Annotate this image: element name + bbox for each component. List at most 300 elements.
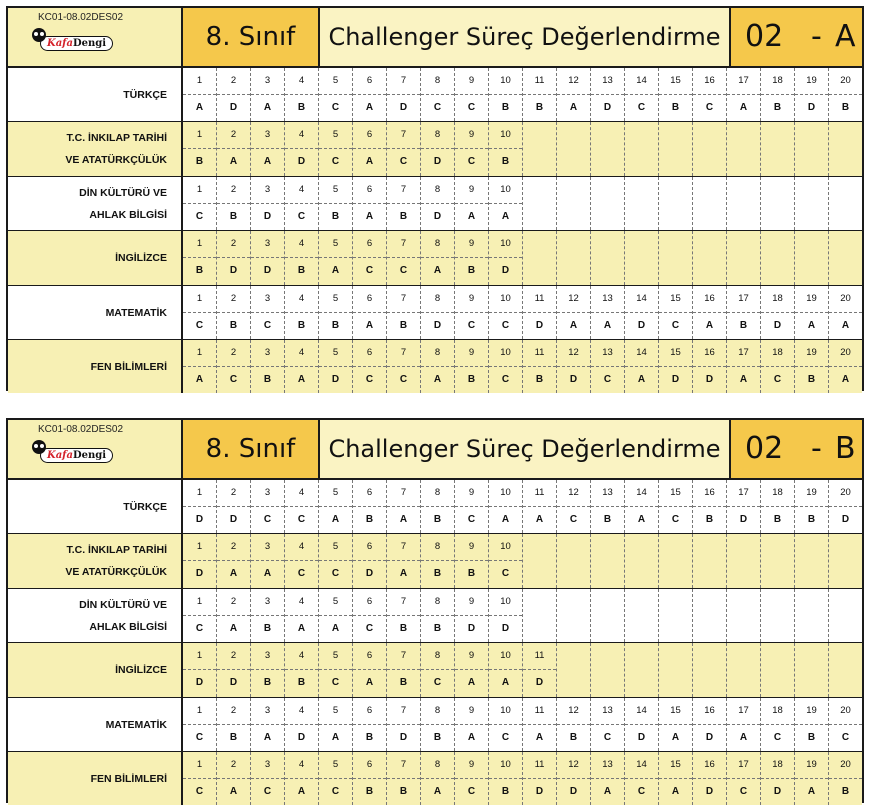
answer-letter: C	[263, 320, 272, 331]
answer-cell	[353, 480, 387, 533]
answer-cell	[693, 752, 727, 805]
answer-cell	[727, 340, 761, 393]
answer-letter: C	[195, 320, 204, 331]
answer-letter: C	[637, 102, 646, 113]
answer-cell	[829, 643, 862, 697]
answer-letter: A	[399, 568, 408, 579]
answer-letter: B	[365, 732, 374, 743]
answer-letter: B	[739, 320, 748, 331]
answer-cell	[217, 480, 251, 533]
question-number: 20	[829, 68, 862, 95]
question-number: 6	[353, 480, 386, 507]
answer-letter: A	[229, 568, 238, 579]
answer-cell	[489, 480, 523, 533]
answer-letter: A	[807, 320, 816, 331]
answer-cell	[353, 177, 387, 230]
question-number: 5	[319, 286, 352, 313]
question-number: 13	[591, 752, 624, 779]
subject-row	[8, 177, 862, 231]
answer-letter: B	[671, 102, 680, 113]
answer-letter: C	[501, 320, 510, 331]
answer-letter: A	[739, 374, 748, 385]
answer-letter: C	[705, 102, 714, 113]
question-number: 1	[183, 752, 216, 779]
question-number: 7	[387, 177, 420, 204]
question-number: 16	[693, 286, 726, 313]
answer-cell	[591, 643, 625, 697]
answer-cell	[387, 534, 421, 588]
answer-letter: C	[331, 156, 340, 167]
answer-cell	[217, 752, 251, 805]
answer-cell	[353, 68, 387, 121]
question-number: 15	[659, 286, 692, 313]
question-number: 3	[251, 698, 284, 725]
question-number: 1	[183, 643, 216, 670]
answer-letter: B	[399, 211, 408, 222]
question-number: 9	[455, 589, 488, 616]
answer-cells	[183, 643, 862, 697]
answer-letter: D	[501, 265, 510, 276]
question-number: 20	[829, 340, 862, 367]
question-number: 3	[251, 643, 284, 670]
answer-cell	[591, 122, 625, 176]
subject-row	[8, 698, 862, 752]
answer-cell	[183, 643, 217, 697]
answer-cell	[727, 643, 761, 697]
answer-cell	[523, 231, 557, 285]
booklet-version	[731, 8, 862, 66]
question-number: 15	[659, 480, 692, 507]
answer-cell	[455, 340, 489, 393]
mascot-icon	[32, 440, 46, 454]
answer-cell	[795, 589, 829, 642]
answer-letter: A	[263, 102, 272, 113]
answer-cell	[285, 752, 319, 805]
answer-cell	[523, 122, 557, 176]
answer-cell	[319, 698, 353, 751]
answer-cell	[183, 177, 217, 230]
answer-cells	[183, 286, 862, 339]
answer-cell	[693, 480, 727, 533]
question-number: 13	[591, 340, 624, 367]
answer-letter: C	[637, 786, 646, 797]
answer-cell	[829, 68, 862, 121]
answer-cell	[795, 286, 829, 339]
answer-letter: C	[365, 623, 374, 634]
question-number: 15	[659, 340, 692, 367]
question-number: 15	[659, 752, 692, 779]
answer-cell	[727, 122, 761, 176]
question-number: 1	[183, 286, 216, 313]
answer-cell	[523, 698, 557, 751]
answer-cell	[523, 68, 557, 121]
answer-cell	[591, 752, 625, 805]
answer-cell	[557, 68, 591, 121]
answer-letter: C	[229, 374, 238, 385]
answer-cell	[591, 340, 625, 393]
question-number: 6	[353, 286, 386, 313]
question-number: 6	[353, 752, 386, 779]
question-number: 8	[421, 534, 454, 561]
answer-cell	[183, 68, 217, 121]
answer-cell	[285, 698, 319, 751]
answer-cell	[523, 752, 557, 805]
answer-cell	[319, 340, 353, 393]
question-number: 19	[795, 340, 828, 367]
answer-letter: D	[705, 374, 714, 385]
subject-row	[8, 340, 862, 393]
answer-cell	[421, 752, 455, 805]
answer-cell	[659, 177, 693, 230]
question-number: 7	[387, 286, 420, 313]
answer-cell	[557, 122, 591, 176]
question-number: 4	[285, 177, 318, 204]
answer-letter: B	[501, 786, 510, 797]
answer-letter: C	[399, 156, 408, 167]
answer-letter: C	[399, 265, 408, 276]
answer-letter: D	[773, 320, 782, 331]
answer-cells	[183, 231, 862, 285]
subject-label-line: DİN KÜLTÜRÜ VE	[79, 598, 167, 611]
answer-letter: C	[195, 732, 204, 743]
question-number: 2	[217, 122, 250, 149]
subject-label-line: İNGİLİZCE	[115, 664, 167, 676]
question-number: 19	[795, 698, 828, 725]
question-number: 2	[217, 589, 250, 616]
question-number: 2	[217, 231, 250, 258]
answer-cell	[319, 231, 353, 285]
question-number: 14	[625, 340, 658, 367]
answer-letter: D	[263, 265, 272, 276]
answer-letter: D	[739, 514, 748, 525]
version-dash: -	[811, 431, 822, 466]
sheet-header	[8, 420, 862, 480]
answer-cell	[353, 286, 387, 339]
question-number: 10	[489, 643, 522, 670]
subject-label	[8, 340, 183, 393]
question-number: 3	[251, 752, 284, 779]
answer-cell	[421, 698, 455, 751]
answer-cell	[421, 534, 455, 588]
question-number: 1	[183, 589, 216, 616]
subject-label-line: FEN BİLİMLERİ	[90, 360, 167, 373]
answer-cell	[455, 534, 489, 588]
answer-letter: D	[433, 320, 442, 331]
answer-letter: A	[501, 677, 510, 688]
logo-wordmark	[40, 36, 113, 51]
subject-label	[8, 480, 183, 533]
question-number: 5	[319, 643, 352, 670]
answer-cells	[183, 177, 862, 230]
answer-cell	[489, 68, 523, 121]
answer-letter: C	[365, 265, 374, 276]
answer-cell	[761, 340, 795, 393]
answer-letter: C	[467, 320, 476, 331]
question-number: 9	[455, 177, 488, 204]
question-number: 7	[387, 698, 420, 725]
answer-cell	[387, 589, 421, 642]
answer-cell	[455, 231, 489, 285]
answer-cells	[183, 340, 862, 393]
answer-cell	[591, 480, 625, 533]
answer-cell	[387, 480, 421, 533]
answer-cell	[251, 643, 285, 697]
answer-cell	[727, 286, 761, 339]
answer-cell	[557, 752, 591, 805]
answer-letter: D	[297, 732, 306, 743]
mascot-icon	[32, 28, 46, 42]
answer-cell	[251, 122, 285, 176]
answer-letter: A	[501, 211, 510, 222]
answer-cell	[285, 534, 319, 588]
subject-label-line: MATEMATİK	[105, 718, 167, 731]
answer-letter: B	[399, 677, 408, 688]
answer-letter: A	[739, 732, 748, 743]
answer-letter: A	[501, 514, 510, 525]
answer-letter: D	[637, 732, 646, 743]
answer-cell	[285, 122, 319, 176]
question-number: 13	[591, 286, 624, 313]
answer-letter: B	[841, 102, 850, 113]
answer-letter: D	[671, 374, 680, 385]
answer-letter: B	[195, 156, 204, 167]
answer-cell	[727, 698, 761, 751]
answer-cell	[795, 643, 829, 697]
question-number: 9	[455, 534, 488, 561]
answer-cell	[489, 340, 523, 393]
question-number: 14	[625, 752, 658, 779]
answer-cell	[353, 340, 387, 393]
answer-letter: D	[535, 786, 544, 797]
question-number: 15	[659, 68, 692, 95]
question-number: 9	[455, 480, 488, 507]
answer-cell	[421, 68, 455, 121]
answer-cell	[455, 698, 489, 751]
subject-label-line: VE ATATÜRKÇÜLÜK	[65, 154, 167, 166]
question-number: 3	[251, 286, 284, 313]
answer-cell	[217, 643, 251, 697]
answer-letter: B	[263, 623, 272, 634]
answer-cell	[761, 286, 795, 339]
answer-letter: B	[399, 623, 408, 634]
question-number: 14	[625, 698, 658, 725]
answer-cell	[693, 589, 727, 642]
answer-cell	[727, 534, 761, 588]
subject-label-line: MATEMATİK	[105, 306, 167, 319]
answer-cell	[523, 177, 557, 230]
answer-cell	[421, 643, 455, 697]
answer-cell	[455, 122, 489, 176]
answer-cell	[285, 589, 319, 642]
answer-cell	[489, 122, 523, 176]
question-number: 3	[251, 340, 284, 367]
answer-cell	[285, 340, 319, 393]
answer-cell	[659, 122, 693, 176]
question-number: 5	[319, 122, 352, 149]
answer-cell	[251, 534, 285, 588]
question-number: 11	[523, 68, 556, 95]
answer-cell	[829, 480, 862, 533]
answer-letter: C	[501, 568, 510, 579]
answer-cell	[455, 752, 489, 805]
answer-cell	[319, 589, 353, 642]
answer-letter: C	[263, 514, 272, 525]
answer-letter: A	[671, 732, 680, 743]
answer-cell	[829, 231, 862, 285]
answer-letter: B	[331, 211, 340, 222]
subject-label	[8, 286, 183, 339]
answer-cell	[795, 698, 829, 751]
question-number: 7	[387, 231, 420, 258]
question-number: 2	[217, 68, 250, 95]
question-number: 7	[387, 643, 420, 670]
logo-kafa: Kafa	[47, 450, 73, 461]
answer-cell	[217, 286, 251, 339]
question-number: 4	[285, 340, 318, 367]
question-number: 1	[183, 122, 216, 149]
subject-label-line: FEN BİLİMLERİ	[90, 772, 167, 785]
answer-cell	[625, 68, 659, 121]
answer-cell	[217, 177, 251, 230]
answer-cell	[285, 286, 319, 339]
question-number: 9	[455, 643, 488, 670]
answer-letter: A	[263, 568, 272, 579]
answer-cell	[353, 589, 387, 642]
answer-letter: D	[841, 514, 850, 525]
answer-cell	[251, 589, 285, 642]
answer-cell	[625, 589, 659, 642]
answer-letter: B	[263, 374, 272, 385]
answer-cell	[659, 286, 693, 339]
answer-cell	[421, 286, 455, 339]
answer-letter: A	[603, 320, 612, 331]
question-number: 17	[727, 340, 760, 367]
question-number: 7	[387, 122, 420, 149]
question-number: 18	[761, 340, 794, 367]
answer-letter: A	[637, 374, 646, 385]
answer-cell	[591, 177, 625, 230]
answer-letter: A	[841, 320, 850, 331]
question-number: 12	[557, 340, 590, 367]
question-number: 8	[421, 752, 454, 779]
answer-letter: A	[399, 514, 408, 525]
answer-letter: D	[229, 102, 238, 113]
answer-cell	[421, 177, 455, 230]
question-number: 8	[421, 122, 454, 149]
answer-letter: A	[365, 211, 374, 222]
answer-cell	[557, 589, 591, 642]
answer-letter: B	[773, 102, 782, 113]
answer-cell	[251, 177, 285, 230]
question-number: 11	[523, 286, 556, 313]
answer-letter: C	[195, 623, 204, 634]
answer-cell	[455, 643, 489, 697]
question-number: 6	[353, 589, 386, 616]
answer-letter: D	[535, 320, 544, 331]
answer-cell	[421, 231, 455, 285]
answer-cell	[693, 177, 727, 230]
question-number: 9	[455, 122, 488, 149]
answer-letter: D	[195, 677, 204, 688]
question-number: 10	[489, 231, 522, 258]
subject-label-line: TÜRKÇE	[123, 88, 167, 101]
answer-letter: B	[467, 374, 476, 385]
answer-cell	[625, 340, 659, 393]
answer-cell	[387, 340, 421, 393]
answer-cell	[251, 698, 285, 751]
question-number: 13	[591, 68, 624, 95]
question-number: 17	[727, 698, 760, 725]
question-number: 14	[625, 286, 658, 313]
question-number: 12	[557, 698, 590, 725]
answer-cell	[829, 340, 862, 393]
subject-label-line: T.C. İNKILAP TARİHİ	[66, 544, 167, 556]
subject-row	[8, 122, 862, 177]
question-number: 1	[183, 534, 216, 561]
answer-letter: C	[297, 568, 306, 579]
question-number: 3	[251, 480, 284, 507]
answer-cell	[795, 68, 829, 121]
answer-letter: B	[773, 514, 782, 525]
answer-cell	[455, 68, 489, 121]
answer-cell	[795, 534, 829, 588]
answer-cell	[489, 231, 523, 285]
question-number: 4	[285, 752, 318, 779]
answer-letter: D	[705, 786, 714, 797]
answer-cells	[183, 534, 862, 588]
answer-cell	[285, 231, 319, 285]
answer-letter: D	[501, 623, 510, 634]
answer-letter: D	[569, 786, 578, 797]
answer-cell	[251, 286, 285, 339]
question-number: 6	[353, 643, 386, 670]
answer-cell	[285, 480, 319, 533]
document-code: KC01-08.02DES02	[38, 12, 124, 23]
answer-cell	[489, 698, 523, 751]
question-number: 5	[319, 231, 352, 258]
question-number: 5	[319, 589, 352, 616]
answer-cell	[829, 534, 862, 588]
answer-cell	[659, 340, 693, 393]
answer-letter: A	[331, 514, 340, 525]
answer-cell	[523, 643, 557, 697]
question-number: 4	[285, 534, 318, 561]
question-number: 5	[319, 68, 352, 95]
answer-letter: B	[433, 514, 442, 525]
question-number: 10	[489, 698, 522, 725]
answer-letter: B	[705, 514, 714, 525]
subject-label	[8, 698, 183, 751]
answer-cell	[557, 698, 591, 751]
answer-cell	[455, 480, 489, 533]
question-number: 1	[183, 340, 216, 367]
subject-label-line: TÜRKÇE	[123, 500, 167, 513]
question-number: 10	[489, 340, 522, 367]
subject-row	[8, 589, 862, 643]
answer-cell	[693, 643, 727, 697]
answer-cell	[319, 534, 353, 588]
answer-letter: A	[467, 211, 476, 222]
answer-letter: B	[535, 102, 544, 113]
subject-label	[8, 752, 183, 805]
answer-cells	[183, 698, 862, 751]
question-number: 6	[353, 231, 386, 258]
answer-letter: D	[229, 265, 238, 276]
answer-cell	[387, 231, 421, 285]
answer-letter: C	[331, 677, 340, 688]
question-number: 7	[387, 480, 420, 507]
answer-letter: C	[195, 211, 204, 222]
